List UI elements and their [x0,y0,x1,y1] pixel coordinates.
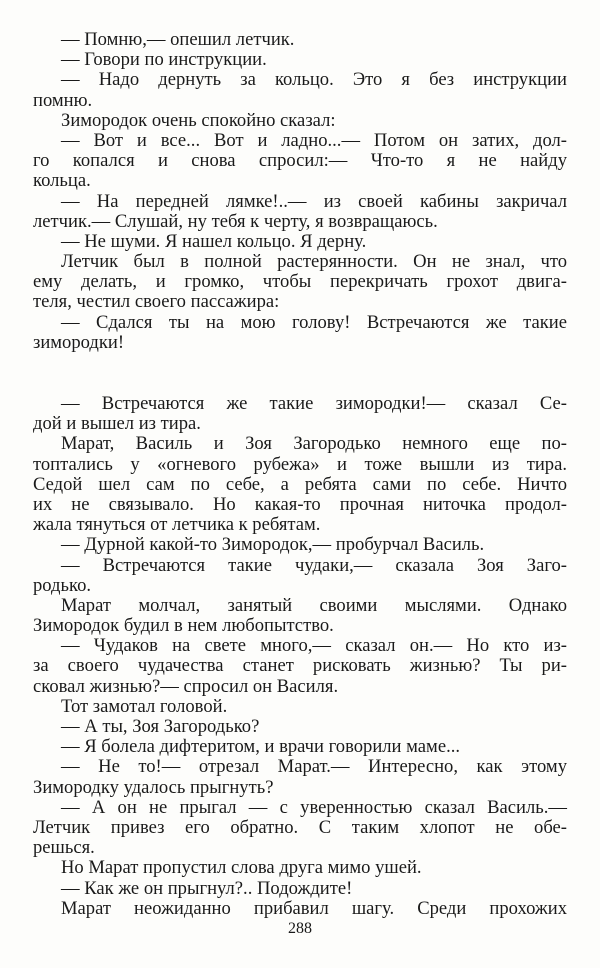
text-line: Зимородок очень спокойно сказал: [61,109,336,131]
text-line: — На передней лямке!..— из своей кабины закричал [61,190,567,212]
text-line: — Чудаков на свете много,— сказал он.— Но кто из- [61,635,567,657]
text-line: Марат неожиданно прибавил шагу. Среди прохожих [61,897,567,919]
text-line: дой и вышел из тира. [33,413,201,435]
text-line: кольца. [33,170,91,192]
text-line: помню. [33,89,93,111]
text-line: — Сдался ты на мою голову! Встречаются же такие [61,311,567,333]
text-line: Летчик был в полной растерянности. Он не знал, что [61,251,567,273]
text-line: — Встречаются такие чудаки,— сказала Зоя Заго- [61,554,567,576]
text-line: — Не шуми. Я нашел кольцо. Я дерну. [61,230,367,252]
text-line: жала тянуться от летчика к ребятам. [33,514,321,536]
page-body-text [33,30,567,919]
text-line: — А он не прыгал — с уверенностью сказал Василь.— [61,796,567,818]
text-line: решься. [33,837,95,859]
text-line: Но Марат пропустил слова друга мимо ушей. [61,857,422,879]
text-block-dialogue [33,30,567,353]
text-line: Летчик привез его обратно. С таким хлопот не обе- [33,816,567,838]
text-line: сковал жизнью?— спросил он Василя. [33,675,339,697]
text-line: — Не то!— отрезал Марат.— Интересно, как этому [61,756,567,778]
text-line: — Дурной какой-то Зимородок,— пробурчал Василь. [61,534,485,556]
text-line: Тот замотал головой. [61,695,228,717]
text-line: — А ты, Зоя Загородько? [61,716,260,737]
text-line: — Я болела дифтеритом, и врачи говорили маме... [61,736,461,758]
text-line: — Вот и все... Вот и ладно...— Потом он затих, дол- [61,129,567,151]
text-line: — Надо дернуть за кольцо. Это я без инструкции [61,69,567,91]
text-line: — Как же он прыгнул?.. Подождите! [61,877,353,899]
text-line: родько. [33,574,92,596]
text-line: Зимородок будил в нем любопытство. [33,615,334,637]
text-line: — Говори по инструкции. [61,49,267,71]
text-line: — Встречаются же такие зимородки!— сказал Се- [61,393,567,414]
text-block-narrative [33,394,567,919]
text-line: Марат молчал, занятый своими мыслями. Однако [61,594,567,616]
text-line: Зимородку удалось прыгнуть? [33,776,274,798]
text-line: Седой шел сам по себе, а ребята сами по себе. Ничто [33,473,567,495]
text-line: Марат, Василь и Зоя Загородько немного еще по- [61,433,567,455]
text-line: ему делать, и громко, чтобы перекричать грохот двига- [33,271,567,293]
text-line: теля, честил своего пассажира: [33,291,280,313]
text-line: летчик.— Слушай, ну тебя к черту, я возвращаюсь. [33,210,438,232]
page-number: 288 [288,920,312,937]
text-line: их не связывало. Но какая-то прочная ниточка продол- [33,493,567,515]
text-line: за своего чудачества станет рисковать жизнью? Ты ри- [33,655,567,677]
text-line: зимородки! [33,331,125,353]
text-line: — Помню,— опешил летчик. [61,29,295,50]
text-line: топтались у «огневого рубежа» и тоже вышли из тира. [33,453,567,475]
section-break [33,353,567,394]
text-line: го копался и снова спросил:— Что-то я не найду [33,150,567,172]
